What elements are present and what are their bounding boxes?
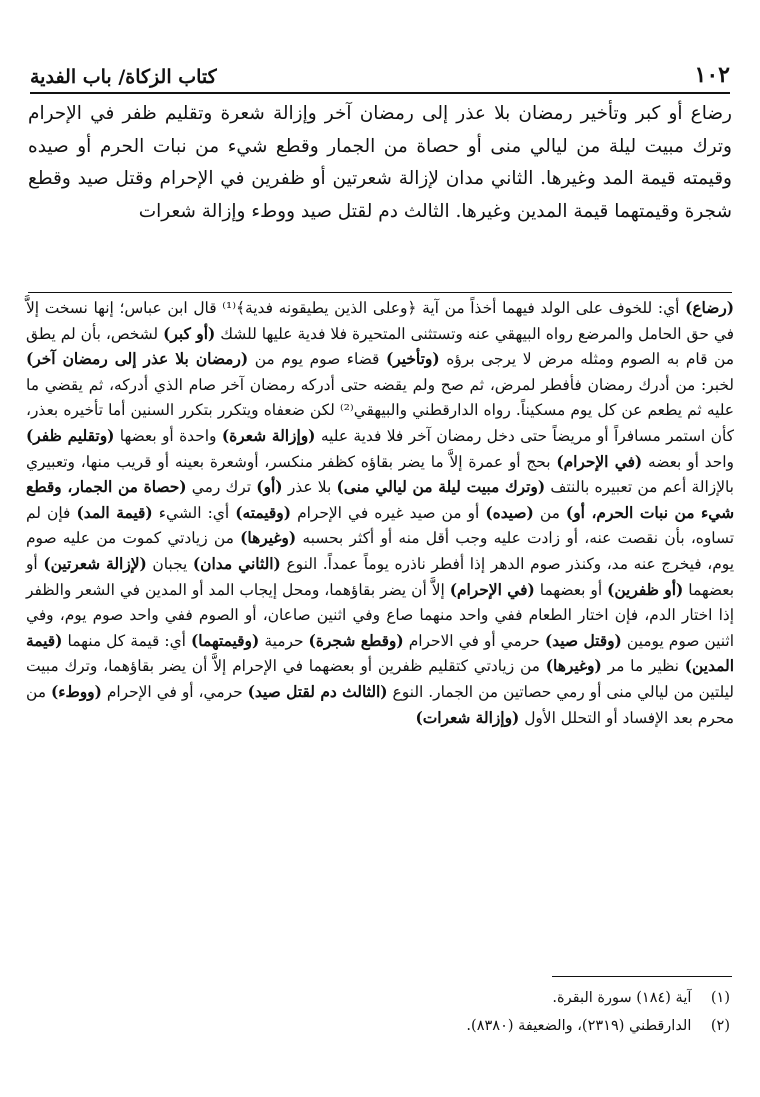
- commentary-text: لخبر: من أدرك رمضان فأفطر لمرض، ثم صح ولم يقضه حتى أدركه رمضان آخر صام الذي أدركه، ثم يقضي ما عليه ثم يطعم عن كل يوم مسكيناً. رواه الدارقطني والبيهقي: [26, 375, 734, 420]
- commentary-text: بلا عذر: [282, 478, 337, 497]
- commentary-text: واحد أو بعضه: [642, 452, 734, 471]
- commentary-text: حرمي، أو في الإحرام: [101, 682, 248, 701]
- commentary-headword: (وقتل صيد): [544, 631, 622, 650]
- commentary-headword: (أو كبر): [163, 324, 216, 343]
- commentary-text: من زيادتي كتقليم ظفرين أو بعضهما في الإحرام إلاَّ أن يضر بقاؤهما، وترك مبيت ليلتين من ليالي منى أو رمي حصاتين من الجمار. النوع: [26, 657, 734, 701]
- footnotes: [30, 984, 730, 1040]
- commentary-text: أو من صيد غيره في الإحرام: [291, 503, 486, 522]
- commentary-text: يجبان: [146, 554, 193, 573]
- commentary-headword: (في الإحرام): [449, 580, 535, 599]
- commentary-text: أي: للخوف على الولد فيهما أخذاً من آية ﴿وعلى الذين يطيقونه فدية﴾: [235, 299, 686, 317]
- commentary-text: حرمي أو في الاحرام: [403, 631, 545, 650]
- commentary-text: من زيادتي كموت من عليه صوم يوم، فيخرج عنه مد، وكنذر صوم الدهر إذا أفطر ناذره يوماً عمداً. النوع: [26, 529, 734, 573]
- commentary-headword: (وتقليم ظفر): [26, 426, 115, 445]
- footnote-divider: [552, 976, 732, 977]
- commentary-headword: (حصاة من الجمار، وقطع شيء من نبات الحرم، أو): [26, 478, 735, 522]
- footnote: [30, 984, 730, 1012]
- commentary-headword: (وقطع شجرة): [308, 631, 404, 650]
- commentary-headword: (قيمة المدين): [26, 631, 734, 676]
- commentary-headword: (أو ظفرين): [607, 580, 684, 599]
- commentary-headword: (وقيمتهما): [191, 631, 260, 650]
- commentary-text: لشخص، بأن لم يطق من قام به الصوم ومثله مرض لا يرجى برؤه: [26, 324, 734, 369]
- commentary-text: من: [533, 503, 566, 522]
- commentary-text: أو بعضهما: [26, 554, 734, 599]
- commentary-headword: (أو): [256, 478, 283, 497]
- commentary-paragraph: [26, 296, 734, 731]
- commentary-divider: [28, 292, 732, 293]
- commentary-headword: (رضاع): [685, 299, 735, 317]
- commentary-text: أي: قيمة كل منهما: [62, 631, 192, 650]
- main-text: رضاع أو كبر وتأخير رمضان بلا عذر إلى رمضان آخر وإزالة شعرة وتقليم ظفر في الإحرام وترك مبيت ليلة من ليالي منى أو حصاة من الجمار وقطع شيء من نبات الحرم أو صيده وقيمته قيمة المد وغيرها. الثاني مدان لإزالة شعرتين أو ظفرين في الإحرام وقتل صيد وقطع شجرة وقيمتهما قيمة المدين وغيرها. الثالث دم لقتل صيد ووطء وإزالة شعرات: [28, 103, 732, 222]
- commentary-headword: (الثاني مدان): [192, 554, 281, 573]
- commentary-headword: (ووطء): [50, 682, 102, 701]
- commentary: [26, 296, 734, 731]
- commentary-headword: (وغيرها): [240, 529, 297, 548]
- commentary-text: أي: الشيء: [152, 503, 236, 522]
- commentary-text: بحج أو عمرة إلاَّ ما يضر بقاؤه كظفر منكسر، أوشعرة بعينه أو قريب منها، وتعبيري بالإزالة أعم من تعبيره بالنتف: [26, 452, 734, 497]
- commentary-text: واحدة أو بعضها: [114, 426, 222, 445]
- commentary-headword: (وترك مبيت ليلة من ليالي منى): [336, 478, 546, 497]
- commentary-headword: (وقيمته): [235, 503, 291, 522]
- commentary-headword: (وإزالة شعرة): [221, 426, 316, 445]
- commentary-headword: (وإزالة شعرات): [415, 708, 520, 727]
- footnote-text: الدارقطني (٢٣١٩)، والضعيفة (٨٣٨٠).: [466, 1018, 692, 1034]
- commentary-text: ترك رمي: [186, 478, 257, 497]
- commentary-text: قال ابن عباس؛ إنها نسخت إلاَّ في حق الحامل والمرضع رواه البيهقي عنه وتستثنى المتحيرة فلا فدية عليها للشك: [26, 299, 735, 343]
- commentary-text: إلاَّ أن يضر بقاؤهما، ومحل إيجاب المد أو المدين في الشعر والظفر إذا اختار الدم، فإن اختار الطعام ففي واحد منهما صاع وفي اثنين صاعان، أو الصوم ففي واحد صوم يوم، وفي اثنين صوم يومين: [26, 580, 734, 650]
- commentary-headword: (في الإحرام): [556, 452, 643, 471]
- commentary-headword: (وتأخير): [386, 350, 440, 369]
- commentary-text: ⁽¹⁾: [222, 299, 236, 317]
- commentary-headword: (الثالث دم لقتل صيد): [247, 682, 388, 701]
- commentary-headword: (وغيرها): [545, 657, 602, 676]
- footnote-text: آية (١٨٤) سورة البقرة.: [552, 990, 692, 1006]
- commentary-text: قضاء صوم يوم من: [248, 350, 386, 369]
- page-header: [30, 52, 730, 88]
- commentary-text: ⁽²⁾: [339, 401, 354, 420]
- running-title: كتاب الزكاة/ باب الفدية: [30, 66, 217, 88]
- page-number: ١٠٢: [694, 62, 730, 88]
- commentary-text: لكن ضعفاه ويتكرر بتكرر السنين أما تأخيره بعذر، كأن استمر مسافراً أو مريضاً حتى دخل رمضان آخر فلا فدية عليه: [26, 401, 735, 445]
- commentary-text: فإن لم تساوه، بأن نقصت عنه، أو زادت عليه وجب أقل منه أو أكثر بحسبه: [26, 503, 735, 548]
- header-divider: [30, 92, 730, 94]
- commentary-headword: (لإزالة شعرتين): [43, 554, 147, 573]
- commentary-headword: (صيده): [485, 503, 534, 522]
- footnote-number: (٢): [710, 1018, 730, 1034]
- commentary-headword: (قيمة المد): [76, 503, 153, 522]
- commentary-text: من محرم بعد الإفساد أو التحلل الأول: [26, 682, 734, 727]
- commentary-text: حرمية: [259, 631, 309, 650]
- footnote: [30, 1012, 730, 1040]
- commentary-text: أو بعضهما: [534, 580, 608, 599]
- commentary-text: نظير ما مر: [601, 657, 685, 676]
- footnote-number: (١): [710, 990, 730, 1006]
- commentary-headword: (رمضان بلا عذر إلى رمضان آخر): [26, 350, 249, 369]
